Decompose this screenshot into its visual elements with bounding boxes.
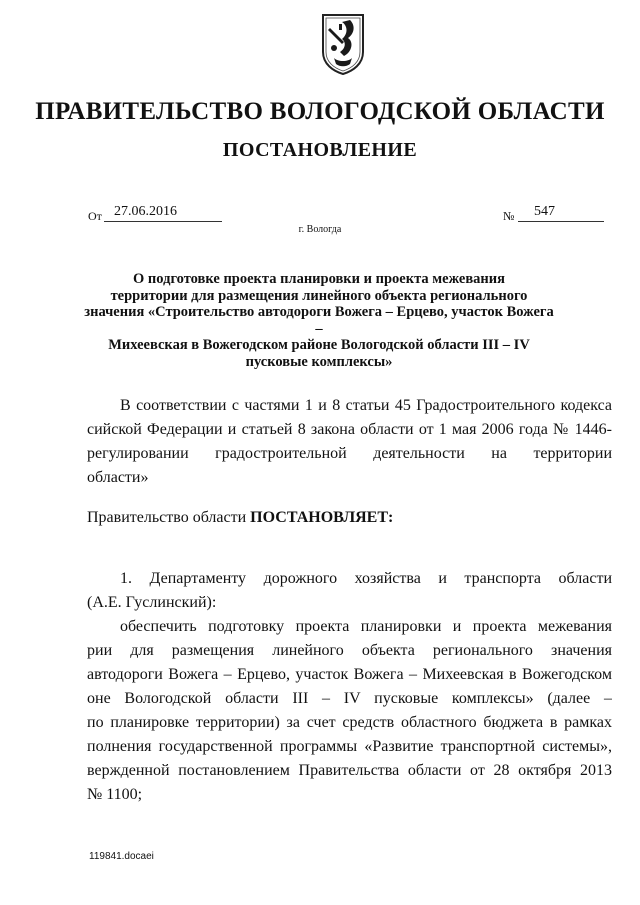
preamble-paragraph [87,394,612,490]
text-line: оне Вологодской области III – IV пусковые комплексы» (далее – [87,690,612,707]
item-1-heading [87,567,612,615]
text-line: № 1100; [87,786,143,803]
text-line: обеспечить подготовку проекта планировки и проекта межевания [120,618,612,635]
subject-line: территории для размещения линейного объекта регионального [110,287,528,304]
text-line: сийской Федерации и статьей 8 закона области от 1 мая 2006 года № 1446- [87,421,612,438]
text-line: вержденной постановлением Правительства области от 28 октября 2013 [87,762,612,779]
city-label: г. Вологда [298,224,342,235]
subject-line: значения «Строительство автодороги Вожега – Ерцево, участок Вожега – [84,304,554,337]
resolve-keyword: ПОСТАНОВЛЯЕТ: [250,509,394,526]
coat-of-arms-icon [320,12,366,76]
text-line: полнения государственной программы «Развитие транспортной системы», [87,738,612,755]
text-line: области» [87,469,149,486]
text-line: В соответствии с частями 1 и 8 статьи 45 Градостроительного кодекса [120,397,612,414]
subject-line: пусковые комплексы» [245,353,393,370]
text-line: (А.Е. Гуслинский): [87,594,217,611]
resolve-prefix: Правительство области [87,509,251,526]
text-line: регулировании градостроительной деятельности на территории [87,445,612,462]
document-subject [80,271,558,370]
text-line: автодороги Вожега – Ерцево, участок Вожега – Михеевская в Вожегодском [87,666,612,683]
government-title: ПРАВИТЕЛЬСТВО ВОЛОГОДСКОЙ ОБЛАСТИ [35,98,605,125]
text-line: 1. Департаменту дорожного хозяйства и транспорта области [120,570,612,587]
resolve-line [87,506,393,530]
subject-line: Михеевская в Вожегодском районе Вологодской области III – IV [108,337,530,353]
text-line: рии для размещения линейного объекта регионального значения [87,642,612,659]
file-name-footer: 119841.docaei [89,851,154,862]
document-number: 547 [518,204,604,222]
document-date: 27.06.2016 [104,204,222,222]
date-prefix: От [88,209,102,223]
subject-line: О подготовке проекта планировки и проекта межевания [133,271,505,287]
number-prefix: № [503,209,515,223]
text-line: по планировке территории) за счет средств областного бюджета в рамках [87,714,612,731]
document-type: ПОСТАНОВЛЕНИЕ [222,139,418,161]
item-1-body [87,615,612,807]
